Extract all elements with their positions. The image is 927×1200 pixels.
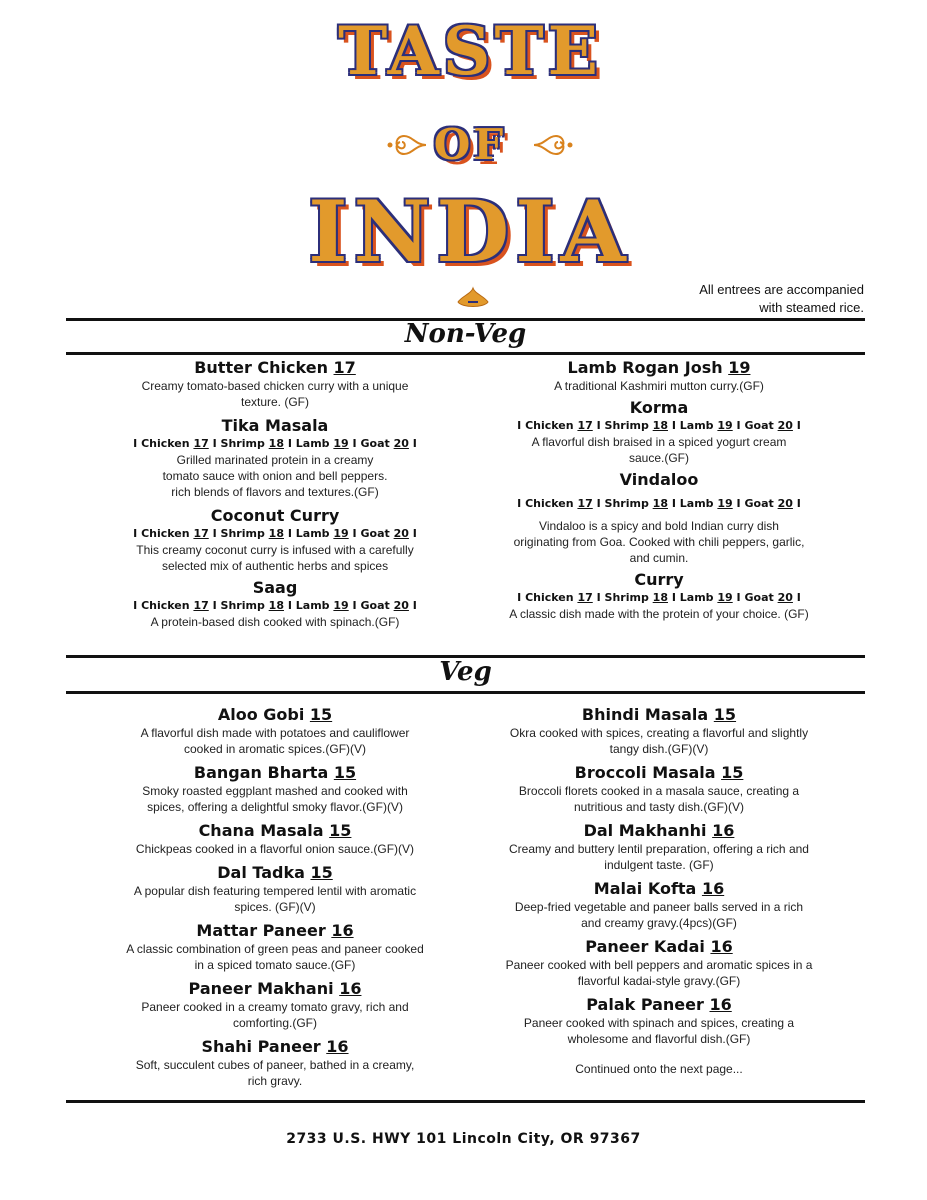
restaurant-logo [290,10,650,320]
item-name: Dal Tadka [217,863,305,882]
protein-options [474,590,844,606]
item-description [86,725,464,757]
separator: I [212,527,217,540]
item-name: Palak Paneer [586,995,704,1014]
nonveg-column-left [86,358,464,630]
desc-line: and cumin. [629,551,689,565]
item-description [86,783,464,815]
desc-line: Chickpeas cooked in a flavorful onion sauce.(GF)(V) [135,842,415,856]
menu-item-bhindi-masala [474,705,844,757]
protein-options [474,496,844,512]
item-price: 16 [701,879,725,898]
option-label: Lamb [295,599,330,612]
item-description [86,614,464,630]
item-price: 15 [310,863,333,882]
option-label: Goat [744,419,774,432]
option-label: Goat [744,591,774,604]
desc-line: This creamy coconut curry is infused with a carefully [136,543,414,557]
item-price: 16 [712,821,735,840]
option-label: Lamb [679,419,714,432]
item-price: 15 [329,821,352,840]
desc-line: A popular dish featuring tempered lentil with aromatic [133,884,417,898]
option-label: Shrimp [220,599,265,612]
desc-line: sauce.(GF) [628,451,689,465]
item-price: 15 [309,705,333,724]
desc-line: comforting.(GF) [232,1016,317,1030]
item-title [474,995,844,1015]
item-description [86,1057,464,1089]
desc-line: A classic dish made with the protein of your choice. (GF) [509,607,809,621]
option-price: 18 [652,591,668,604]
desc-line: rich gravy. [247,1074,303,1088]
item-description [86,452,464,500]
desc-line: flavorful kadai-style gravy.(GF) [577,974,741,988]
option-price: 20 [777,497,793,510]
option-price: 17 [577,419,593,432]
veg-column-right [474,705,844,1077]
option-label: Chicken [525,591,574,604]
item-price: 16 [326,1037,349,1056]
menu-item-korma [474,398,844,466]
desc-line: A traditional Kashmiri mutton curry.(GF) [554,379,764,393]
menu-item-shahi-paneer [86,1037,464,1089]
option-price: 20 [393,437,409,450]
desc-line: in a spiced tomato sauce.(GF) [194,958,356,972]
option-label: Lamb [679,497,714,510]
desc-line: tangy dish.(GF)(V) [609,742,709,756]
desc-line: Paneer cooked in a creamy tomato gravy, rich and [141,1000,409,1014]
separator: I [517,497,522,510]
option-price: 18 [652,419,668,432]
separator: I [412,437,417,450]
nonveg-column-right [474,358,844,622]
item-price: 17 [333,358,356,377]
item-name: Bhindi Masala [581,705,709,724]
menu-item-butter-chicken [86,358,464,410]
desc-line: indulgent taste. (GF) [604,858,714,872]
desc-line: wholesome and flavorful dish.(GF) [567,1032,751,1046]
option-price: 17 [193,437,209,450]
separator: I [671,497,676,510]
item-description [86,841,464,857]
desc-line: A classic combination of green peas and paneer cooked [126,942,424,956]
desc-line: Okra cooked with spices, creating a flavorful and slightly [509,726,809,740]
desc-line: Grilled marinated protein in a creamy [176,453,374,467]
desc-line: texture. (GF) [240,395,309,409]
separator: I [133,527,138,540]
rice-note [699,281,864,317]
separator: I [671,591,676,604]
option-price: 18 [268,599,284,612]
item-title [474,358,844,378]
option-price: 19 [717,419,733,432]
menu-item-aloo-gobi [86,705,464,757]
desc-line: tomato sauce with onion and bell peppers. [162,469,388,483]
item-name: Tika Masala [221,416,329,435]
logo-word-of: OF [433,120,507,169]
item-price: 16 [710,937,733,956]
option-price: 20 [777,591,793,604]
separator: I [796,497,801,510]
item-title [86,358,464,378]
item-title [86,1037,464,1057]
item-description [86,941,464,973]
item-title [474,763,844,783]
menu-item-paneer-kadai [474,937,844,989]
separator: I [412,527,417,540]
item-description [86,883,464,915]
desc-line: Smoky roasted eggplant mashed and cooked with [142,784,408,798]
item-description [474,783,844,815]
item-price: 16 [709,995,732,1014]
option-label: Shrimp [220,437,265,450]
menu-item-coconut-curry [86,506,464,574]
item-price: 19 [728,358,751,377]
menu-item-paneer-makhani [86,979,464,1031]
item-name: Korma [629,398,689,417]
separator: I [796,419,801,432]
option-price: 20 [393,527,409,540]
menu-item-tika-masala [86,416,464,500]
rice-note-line: with steamed rice. [759,300,864,315]
desc-line: spices, offering a delightful smoky flavor.(GF)(V) [147,800,403,814]
item-description [474,957,844,989]
option-label: Shrimp [604,497,649,510]
item-title [86,863,464,883]
desc-line: selected mix of authentic herbs and spices [161,559,389,573]
separator: I [517,591,522,604]
option-price: 17 [193,599,209,612]
desc-line: nutritious and tasty dish.(GF)(V) [573,800,745,814]
option-price: 19 [333,599,349,612]
menu-item-dal-makhanhi [474,821,844,873]
separator: I [287,599,292,612]
menu-item-palak-paneer [474,995,844,1047]
option-label: Lamb [295,527,330,540]
desc-line: and creamy gravy.(4pcs)(GF) [581,916,737,930]
option-label: Chicken [141,437,190,450]
menu-item-dal-tadka [86,863,464,915]
separator: I [352,599,357,612]
section-title-nonveg: Non-Veg [404,319,527,349]
item-title [474,879,844,899]
item-price: 16 [331,921,354,940]
desc-line: A flavorful dish braised in a spiced yogurt cream [531,435,787,449]
item-name: Bangan Bharta [193,763,329,782]
item-name: Saag [252,578,298,597]
item-name: Broccoli Masala [574,763,716,782]
item-title [86,979,464,999]
menu-item-curry [474,570,844,622]
separator: I [212,599,217,612]
option-label: Goat [744,497,774,510]
separator: I [352,527,357,540]
separator: I [596,419,601,432]
menu-item-mattar-paneer [86,921,464,973]
item-price: 15 [333,763,357,782]
item-description [474,841,844,873]
option-label: Chicken [141,527,190,540]
option-price: 19 [717,591,733,604]
desc-line: rich blends of flavors and textures.(GF) [171,485,379,499]
separator: I [796,591,801,604]
protein-options [86,436,464,452]
option-price: 17 [577,497,593,510]
desc-line: Creamy and buttery lentil preparation, offering a rich and [509,842,809,856]
item-name: Butter Chicken [194,358,328,377]
item-name: Chana Masala [198,821,324,840]
option-label: Chicken [525,497,574,510]
menu-item-broccoli-masala [474,763,844,815]
option-label: Shrimp [604,419,649,432]
option-price: 18 [652,497,668,510]
continued-note: Continued onto the next page... [575,1062,743,1076]
item-title [86,821,464,841]
menu-item-vindaloo [474,470,844,566]
separator: I [287,527,292,540]
desc-line: Paneer cooked with bell peppers and aromatic spices in a [505,958,813,972]
desc-line: spices. (GF)(V) [234,900,316,914]
lamp-ornament-icon [456,286,490,312]
desc-line: Broccoli florets cooked in a masala sauce, creating a [518,784,800,798]
item-description [474,378,844,394]
separator: I [736,419,741,432]
option-label: Lamb [295,437,330,450]
option-label: Chicken [525,419,574,432]
divider-line [66,352,865,355]
separator: I [596,497,601,510]
protein-options [86,598,464,614]
item-description [474,899,844,931]
option-price: 20 [777,419,793,432]
desc-line: Soft, succulent cubes of paneer, bathed in a creamy, [135,1058,415,1072]
item-name: Shahi Paneer [201,1037,321,1056]
section-title-veg: Veg [439,657,492,687]
item-name: Paneer Makhani [188,979,334,998]
option-price: 18 [268,437,284,450]
item-description [86,542,464,574]
item-description [86,378,464,410]
option-label: Shrimp [220,527,265,540]
separator: I [287,437,292,450]
separator: I [736,591,741,604]
separator: I [671,419,676,432]
item-price: 15 [713,705,737,724]
separator: I [133,599,138,612]
veg-column-left [86,705,464,1089]
desc-line: cooked in aromatic spices.(GF)(V) [183,742,367,756]
item-name: Mattar Paneer [196,921,326,940]
option-price: 18 [268,527,284,540]
item-description [474,518,844,566]
protein-options [86,526,464,542]
item-title [86,705,464,725]
desc-line: Deep-fried vegetable and paneer balls served in a rich [514,900,804,914]
divider-line [66,1100,865,1103]
desc-line: originating from Goa. Cooked with chili peppers, garlic, [513,535,805,549]
desc-line: Creamy tomato-based chicken curry with a unique [141,379,409,393]
item-price: 15 [721,763,744,782]
desc-line: A flavorful dish made with potatoes and cauliflower [140,726,410,740]
menu-item-malai-kofta [474,879,844,931]
desc-line: A protein-based dish cooked with spinach.(GF) [150,615,400,629]
item-description [474,606,844,622]
menu-item-lamb-rogan-josh [474,358,844,394]
separator: I [412,599,417,612]
desc-line: Vindaloo is a spicy and bold Indian curry dish [539,519,779,533]
item-description [474,434,844,466]
separator: I [517,419,522,432]
item-name: Paneer Kadai [585,937,705,956]
logo-word-taste: TASTE [338,12,602,90]
separator: I [133,437,138,450]
protein-options [474,418,844,434]
option-label: Goat [360,527,390,540]
option-label: Goat [360,599,390,612]
item-price: 16 [339,979,362,998]
separator: I [736,497,741,510]
item-title [474,705,844,725]
separator: I [352,437,357,450]
option-label: Lamb [679,591,714,604]
item-name: Coconut Curry [210,506,340,525]
option-label: Goat [360,437,390,450]
rice-note-line: All entrees are accompanied [699,282,864,297]
item-name: Lamb Rogan Josh [567,358,723,377]
item-title [474,937,844,957]
item-title [86,763,464,783]
option-price: 20 [393,599,409,612]
menu-item-bangan-bharta [86,763,464,815]
footer-address: 2733 U.S. HWY 101 Lincoln City, OR 97367 [286,1131,641,1147]
option-price: 17 [577,591,593,604]
item-title [86,921,464,941]
option-price: 19 [717,497,733,510]
item-name: Dal Makhanhi [583,821,707,840]
option-price: 17 [193,527,209,540]
menu-item-chana-masala [86,821,464,857]
menu-item-saag [86,578,464,630]
item-description [474,725,844,757]
item-description [474,1015,844,1047]
item-name: Vindaloo [619,470,699,489]
item-name: Aloo Gobi [217,705,305,724]
desc-line: Paneer cooked with spinach and spices, creating a [523,1016,795,1030]
option-price: 19 [333,527,349,540]
option-label: Shrimp [604,591,649,604]
divider-line [66,691,865,694]
item-name: Curry [634,570,684,589]
item-name: Malai Kofta [593,879,697,898]
logo-word-india: INDIA [308,182,632,281]
item-description [86,999,464,1031]
option-label: Chicken [141,599,190,612]
separator: I [596,591,601,604]
item-title [474,821,844,841]
separator: I [212,437,217,450]
option-price: 19 [333,437,349,450]
